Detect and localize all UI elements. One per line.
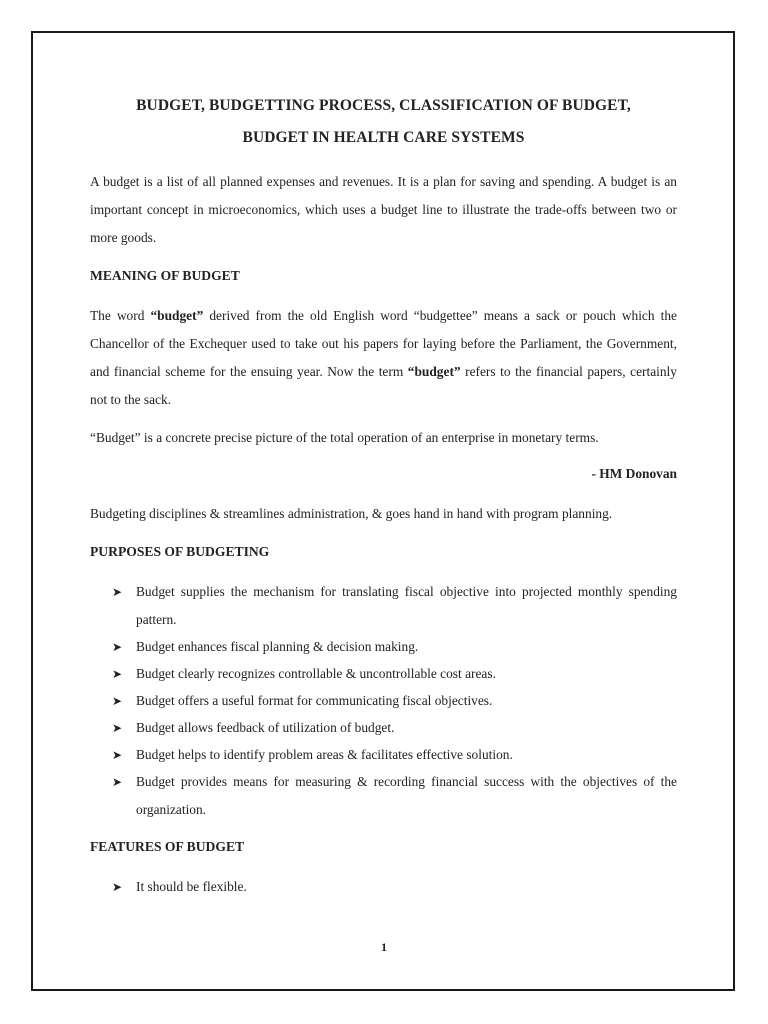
- page-number: 1: [381, 940, 387, 954]
- list-item: [90, 660, 677, 688]
- list-item: [90, 714, 677, 742]
- quote-author: - HM Donovan: [591, 466, 677, 481]
- meaning-text-e: refers to the financial papers, certainly not to the sack.: [90, 364, 677, 407]
- list-item-text: Budget helps to identify problem areas & facilitates effective solution.: [136, 747, 513, 762]
- arrowhead-bullet-icon: ➤: [112, 694, 123, 708]
- intro-paragraph: A budget is a list of all planned expenses and revenues. It is a plan for saving and spending. A budget is an important concept in microeconomics, which uses a budget line to illustrate the trade-offs between two or more goods.: [90, 174, 677, 245]
- list-item: [90, 741, 677, 769]
- meaning-paragraph: [90, 302, 677, 414]
- list-item-text: Budget enhances fiscal planning & decision making.: [136, 639, 419, 654]
- title-line-1: BUDGET, BUDGETTING PROCESS, CLASSIFICATION OF BUDGET,: [136, 97, 631, 114]
- list-item: [90, 633, 677, 661]
- definition-quote: “Budget” is a concrete precise picture of the total operation of an enterprise in monetary terms.: [90, 430, 599, 445]
- features-list: [90, 873, 677, 901]
- budget-term-1: “budget”: [150, 308, 204, 323]
- arrowhead-bullet-icon: ➤: [112, 640, 123, 654]
- list-item: [90, 687, 677, 715]
- list-item: [90, 768, 677, 824]
- purposes-heading: PURPOSES OF BUDGETING: [90, 544, 270, 559]
- purposes-list: [90, 578, 677, 824]
- document-title: [90, 90, 677, 154]
- list-item-text: Budget provides means for measuring & recording financial success with the objectives of the organization.: [136, 774, 677, 817]
- title-line-2: BUDGET IN HEALTH CARE SYSTEMS: [242, 129, 525, 146]
- arrowhead-bullet-icon: ➤: [112, 880, 123, 894]
- arrowhead-bullet-icon: ➤: [112, 585, 123, 599]
- meaning-text-a: The word: [90, 308, 151, 323]
- list-item-text: It should be flexible.: [136, 879, 247, 894]
- list-item: [90, 873, 677, 901]
- budget-term-2: “budget”: [407, 364, 461, 379]
- budgeting-paragraph: Budgeting disciplines & streamlines administration, & goes hand in hand with program planning.: [90, 506, 613, 521]
- arrowhead-bullet-icon: ➤: [112, 775, 123, 789]
- meaning-text-c: derived from the old English word “budgettee” means a sack or pouch which the Chancellor of the Exchequer used to take out his papers for laying before the Parliament, the Government, and financial scheme for the ensuing year. Now the term: [90, 308, 677, 379]
- arrowhead-bullet-icon: ➤: [112, 667, 123, 681]
- list-item-text: Budget allows feedback of utilization of budget.: [136, 720, 395, 735]
- meaning-heading: MEANING OF BUDGET: [90, 268, 240, 283]
- list-item-text: Budget offers a useful format for communicating fiscal objectives.: [136, 693, 493, 708]
- list-item-text: Budget supplies the mechanism for translating fiscal objective into projected monthly spending pattern.: [136, 584, 677, 627]
- arrowhead-bullet-icon: ➤: [112, 748, 123, 762]
- list-item-text: Budget clearly recognizes controllable & uncontrollable cost areas.: [136, 666, 496, 681]
- features-heading: FEATURES OF BUDGET: [90, 839, 245, 854]
- list-item: [90, 578, 677, 634]
- document-body: [90, 90, 677, 910]
- arrowhead-bullet-icon: ➤: [112, 721, 123, 735]
